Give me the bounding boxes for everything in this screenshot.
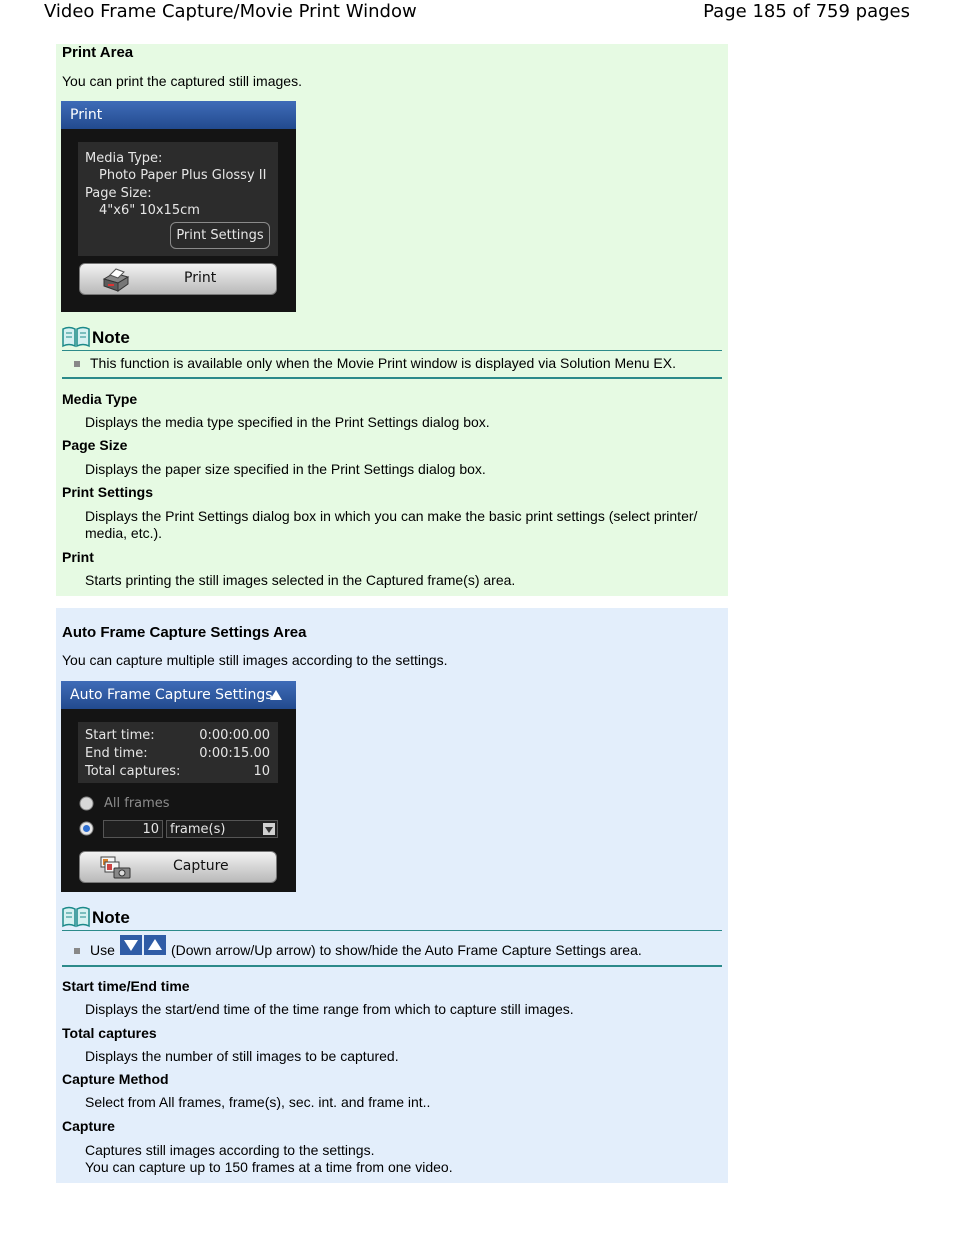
desc-print-settings: Displays the Print Settings dialog box in which you can make the basic print settings (select printer/ media, etc.).	[85, 508, 698, 541]
desc-capture: Captures still images according to the settings.	[85, 1142, 375, 1158]
desc-start-end-time: Displays the start/end time of the time range from which to capture still images.	[85, 1001, 574, 1017]
auto-capture-panel-header-label: Auto Frame Capture Settings	[70, 687, 273, 703]
term-print-settings: Print Settings	[62, 484, 154, 500]
print-panel	[61, 101, 296, 312]
up-arrow-icon	[144, 935, 166, 955]
desc-capture-limit: You can capture up to 150 frames at a time from one video.	[85, 1159, 453, 1175]
capture-method-value: frame(s)	[170, 822, 226, 837]
total-captures-label: Total captures:	[85, 764, 181, 779]
time-summary-box	[78, 722, 278, 783]
auto-capture-panel-header[interactable]	[61, 681, 296, 709]
chevron-down-icon	[263, 824, 275, 836]
print-area-intro: You can print the captured still images.	[62, 73, 302, 89]
media-type-label: Media Type:	[85, 151, 163, 166]
term-capture-method: Capture Method	[62, 1071, 169, 1087]
desc-page-size: Displays the paper size specified in the Print Settings dialog box.	[85, 461, 486, 477]
note-bullet	[74, 948, 80, 954]
desc-total-captures: Displays the number of still images to be captured.	[85, 1048, 399, 1064]
frames-count-input[interactable]	[103, 820, 163, 838]
term-total-captures: Total captures	[62, 1025, 157, 1041]
page-size-label: Page Size:	[85, 186, 152, 201]
book-icon	[62, 326, 90, 348]
print-panel-header	[61, 101, 296, 129]
auto-capture-section	[56, 608, 728, 1183]
term-start-end-time: Start time/End time	[62, 978, 190, 994]
start-time-value: 0:00:00.00	[199, 728, 270, 743]
note-text: This function is available only when the Movie Print window is displayed via Solution Menu EX.	[90, 355, 676, 371]
frames-count-value: 10	[142, 822, 159, 837]
print-area-section	[56, 44, 728, 596]
all-frames-radio[interactable]	[79, 796, 94, 811]
total-captures-value: 10	[253, 764, 270, 779]
note-label-2: Note	[92, 908, 130, 927]
up-arrow-icon[interactable]	[269, 689, 283, 701]
book-icon	[62, 906, 90, 928]
dropdown-button[interactable]	[263, 823, 275, 835]
print-button[interactable]	[79, 263, 277, 295]
media-type-value: Photo Paper Plus Glossy II	[99, 168, 267, 183]
note-header-2	[62, 906, 722, 931]
note-header	[62, 326, 722, 351]
term-capture: Capture	[62, 1118, 115, 1134]
end-time-value: 0:00:15.00	[199, 746, 270, 761]
note-label: Note	[92, 328, 130, 347]
desc-media-type: Displays the media type specified in the Print Settings dialog box.	[85, 414, 490, 430]
print-button-label: Print	[184, 270, 217, 286]
print-settings-box	[78, 142, 278, 256]
term-print: Print	[62, 549, 94, 565]
start-time-label: Start time:	[85, 728, 155, 743]
note-text-prefix: Use	[90, 942, 115, 958]
page-title: Video Frame Capture/Movie Print Window	[44, 1, 417, 22]
desc-capture-method: Select from All frames, frame(s), sec. int. and frame int..	[85, 1094, 431, 1110]
term-media-type: Media Type	[62, 391, 138, 407]
auto-capture-intro: You can capture multiple still images according to the settings.	[62, 652, 448, 668]
down-arrow-icon	[120, 935, 142, 955]
page-header	[0, 0, 954, 26]
printer-icon	[100, 267, 130, 293]
print-panel-header-label: Print	[70, 107, 103, 123]
capture-button[interactable]	[79, 851, 277, 883]
frames-radio-selected[interactable]	[79, 821, 94, 836]
auto-capture-title: Auto Frame Capture Settings Area	[62, 624, 307, 641]
all-frames-label: All frames	[104, 796, 170, 811]
page-number: Page 185 of 759 pages	[703, 1, 910, 22]
desc-print: Starts printing the still images selected in the Captured frame(s) area.	[85, 572, 516, 588]
capture-frames-icon	[100, 856, 132, 880]
note-body-2	[62, 931, 722, 967]
end-time-label: End time:	[85, 746, 148, 761]
print-settings-button[interactable]: Print Settings	[170, 222, 270, 249]
note-bullet	[74, 361, 80, 367]
note-text-suffix: (Down arrow/Up arrow) to show/hide the Auto Frame Capture Settings area.	[171, 942, 642, 958]
auto-capture-panel	[61, 681, 296, 892]
note-body	[62, 351, 722, 379]
page-size-value: 4"x6" 10x15cm	[99, 203, 200, 218]
term-page-size: Page Size	[62, 437, 128, 453]
print-area-title: Print Area	[62, 44, 134, 61]
capture-button-label: Capture	[173, 858, 229, 874]
capture-method-select[interactable]	[166, 820, 278, 838]
